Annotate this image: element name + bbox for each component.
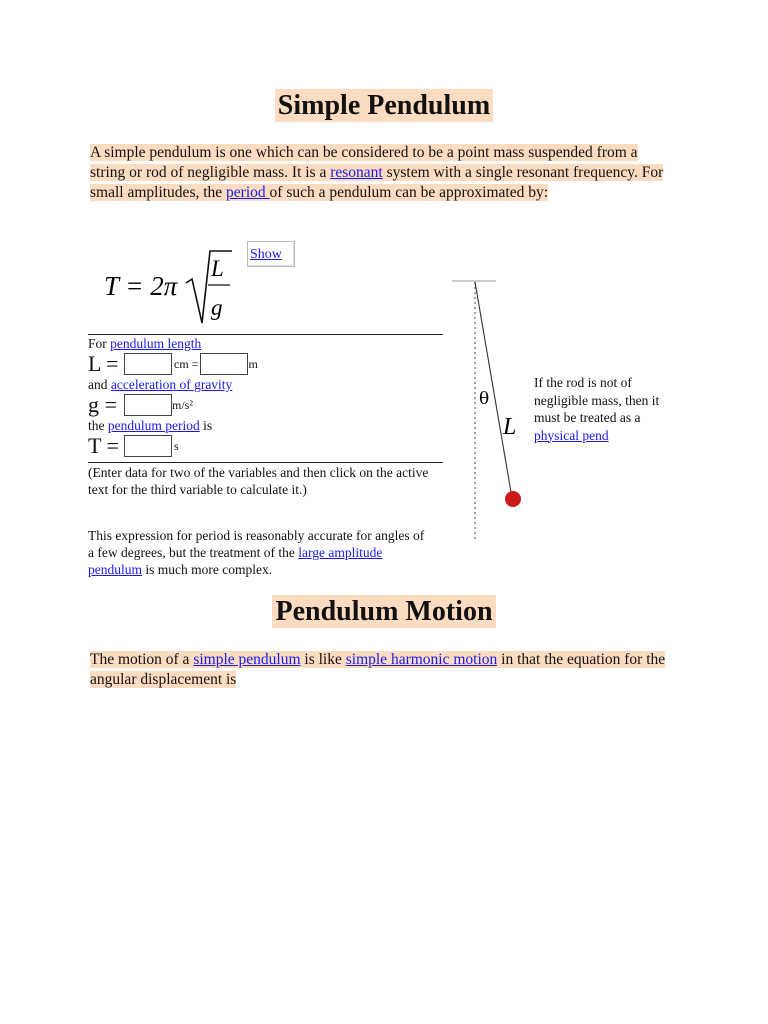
period-prefix: the bbox=[88, 418, 108, 433]
formula-lhs: T = 2π bbox=[104, 271, 178, 301]
gravity-input-row bbox=[88, 393, 443, 417]
period-formula bbox=[100, 243, 240, 329]
intro-text-3: of such a pendulum can be approximated by: bbox=[269, 184, 549, 201]
s-unit: s bbox=[174, 439, 179, 453]
motion-paragraph bbox=[90, 650, 674, 690]
intro-text-1: A simple pendulum is one which can be considered to be a point mass suspended from a string or rod of negligible mass. It is a bbox=[90, 144, 638, 181]
simple-harmonic-motion-link[interactable]: simple harmonic motion bbox=[345, 651, 498, 668]
g-label: g = bbox=[88, 392, 117, 417]
accuracy-text-2: is much more complex. bbox=[142, 562, 273, 577]
acceleration-of-gravity-link[interactable]: acceleration of gravity bbox=[110, 377, 233, 392]
title-text: Simple Pendulum bbox=[275, 89, 493, 122]
period-input-row bbox=[88, 434, 443, 458]
accuracy-text-1: This expression for period is reasonably accurate for angles of a few degrees, but the treatment of the bbox=[88, 528, 425, 560]
gravity-prefix: and bbox=[88, 377, 111, 392]
period-calculator bbox=[88, 334, 443, 498]
side-note-text: If the rod is not of negligible mass, then it must be treated as a bbox=[534, 375, 660, 425]
pendulum-rod bbox=[475, 282, 511, 492]
g-unit: m/s² bbox=[172, 398, 193, 412]
resonant-link[interactable]: resonant bbox=[330, 164, 383, 181]
length-prefix: For bbox=[88, 336, 111, 351]
m-unit: m bbox=[248, 357, 258, 371]
cm-unit: cm = bbox=[174, 357, 199, 371]
pendulum-diagram bbox=[440, 274, 540, 546]
length-row-label bbox=[88, 335, 443, 352]
T-label: T = bbox=[88, 433, 119, 458]
title2-text: Pendulum Motion bbox=[272, 595, 495, 628]
show-button[interactable] bbox=[247, 241, 295, 267]
length-m-input[interactable] bbox=[200, 353, 248, 375]
motion-text-1: The motion of a bbox=[90, 651, 194, 668]
large-amplitude-pendulum-link[interactable]: large amplitude pendulum bbox=[88, 545, 383, 577]
period-row-label bbox=[88, 417, 443, 434]
period-link[interactable]: period bbox=[226, 184, 270, 201]
section-title-pendulum-motion bbox=[0, 596, 768, 628]
length-cm-input[interactable] bbox=[124, 353, 172, 375]
sqrt-sign bbox=[186, 251, 232, 323]
length-input-row bbox=[88, 352, 443, 376]
pendulum-bob bbox=[505, 491, 521, 507]
calculator-note: (Enter data for two of the variables and then click on the active text for the third variable to calculate it.) bbox=[88, 465, 429, 497]
pendulum-length-link[interactable]: pendulum length bbox=[110, 336, 202, 351]
section-title-simple-pendulum bbox=[0, 90, 768, 122]
intro-text-2: system with a single resonant frequency. For small amplitudes, the bbox=[90, 164, 664, 201]
physical-pendulum-link[interactable]: physical pend bbox=[534, 427, 609, 443]
length-label: L bbox=[503, 414, 517, 440]
gravity-row-label bbox=[88, 376, 443, 393]
formula-numerator: L bbox=[211, 256, 224, 281]
side-note bbox=[534, 374, 684, 444]
L-label: L = bbox=[88, 351, 119, 376]
motion-text-2: is like bbox=[300, 651, 346, 668]
gravity-input[interactable] bbox=[124, 394, 172, 416]
accuracy-paragraph bbox=[88, 527, 428, 578]
period-input[interactable] bbox=[124, 435, 172, 457]
motion-text-3: in that the equation for the angular displacement is bbox=[90, 651, 666, 688]
pendulum-period-link[interactable]: pendulum period bbox=[107, 418, 200, 433]
show-button-label[interactable]: Show bbox=[250, 247, 282, 262]
formula-denominator: g bbox=[211, 295, 223, 320]
intro-paragraph bbox=[90, 143, 674, 203]
simple-pendulum-link[interactable]: simple pendulum bbox=[193, 651, 301, 668]
period-suffix: is bbox=[199, 418, 213, 433]
theta-label: θ bbox=[479, 389, 490, 409]
